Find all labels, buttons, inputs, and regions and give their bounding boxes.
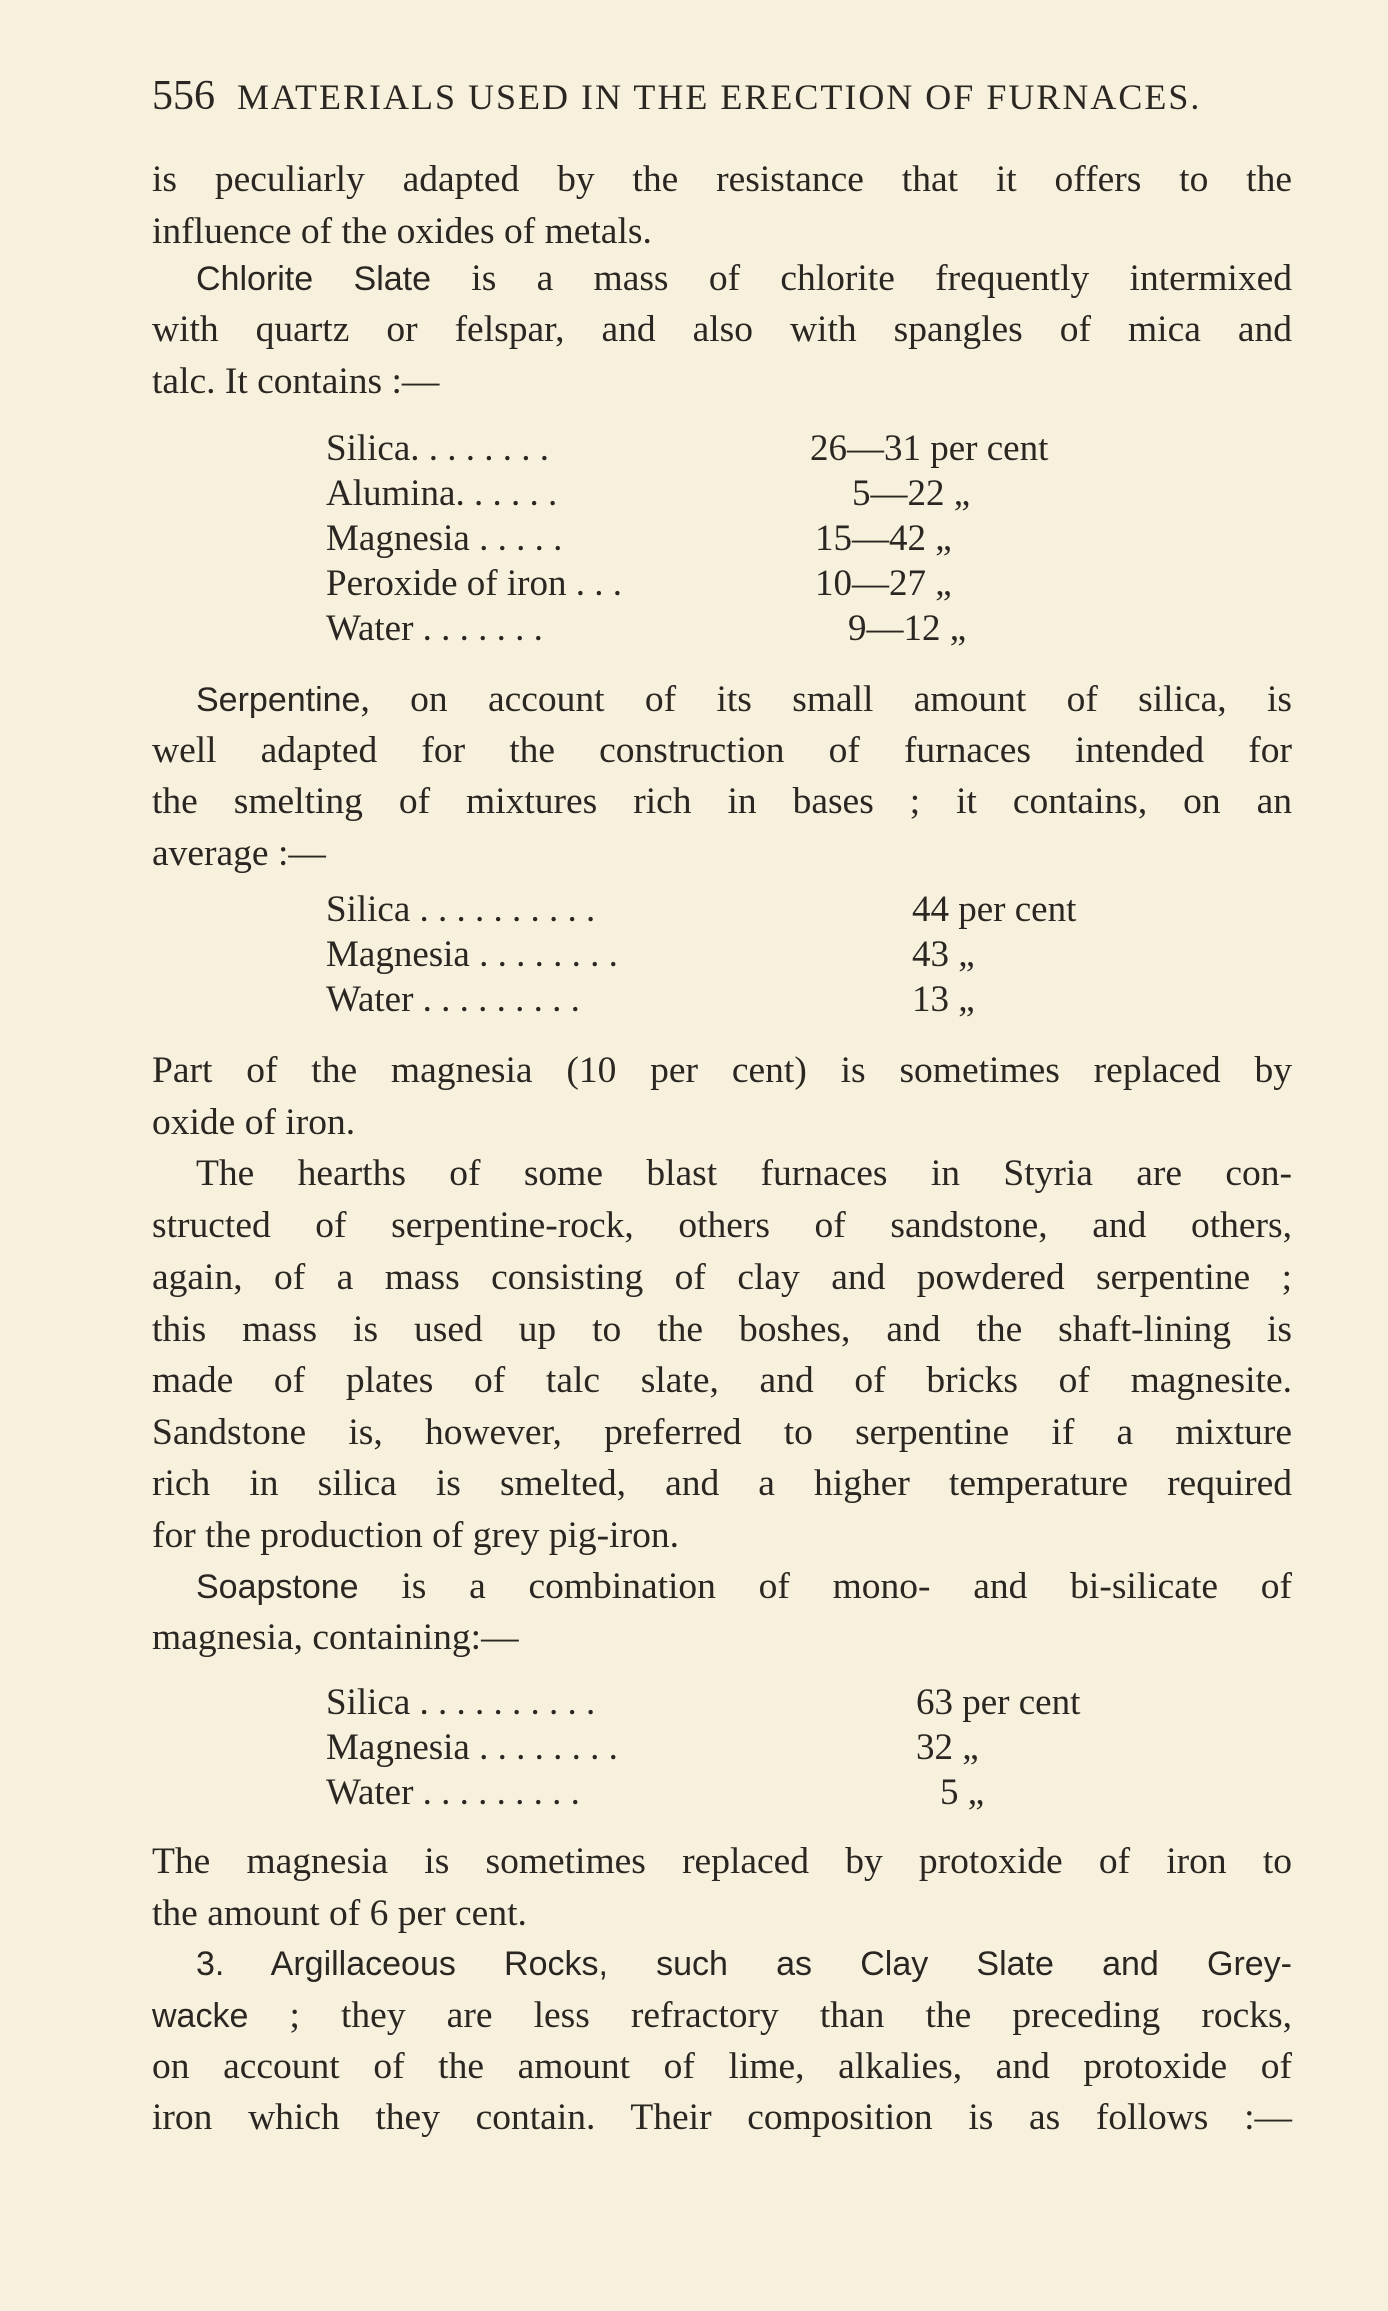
serpentine-heading: Serpentine: [196, 681, 361, 719]
text-line: average :—: [152, 833, 326, 874]
running-title: MATERIALS USED IN THE ERECTION OF FURNACES.: [237, 77, 1202, 117]
table-label: Magnesia . . . . . . . .: [326, 1727, 618, 1768]
table-value: 9—12 „: [848, 608, 967, 649]
chlorite-slate-heading: Chlorite Slate: [196, 260, 432, 298]
table-label: Water . . . . . . . . .: [326, 1772, 580, 1813]
text-line: talc. It contains :—: [152, 361, 440, 402]
soapstone-heading: Soapstone: [196, 1568, 359, 1606]
table-label: Water . . . . . . . . .: [326, 979, 580, 1020]
serpentine-paragraph-start: Serpentine, on account of its small amount of silica, is: [196, 679, 1292, 720]
text-line: the amount of 6 per cent.: [152, 1893, 527, 1934]
section-number: 3.: [196, 1945, 225, 1983]
table-value: 10—27 „: [815, 563, 952, 604]
argillaceous-heading-line: [196, 1940, 1292, 1988]
text-line: the smelting of mixtures rich in bases ; it contains, on an: [152, 781, 1292, 822]
chlorite-paragraph-start: Chlorite Slate is a mass of chlorite frequently intermixed: [196, 258, 1292, 299]
text-line: Part of the magnesia (10 per cent) is sometimes replaced by: [152, 1050, 1292, 1091]
text-line: made of plates of talc slate, and of bricks of magnesite.: [152, 1360, 1292, 1401]
table-value: 26—31 per cent: [810, 428, 1049, 469]
running-header: [152, 72, 1292, 120]
table-label: Magnesia . . . . . . . .: [326, 934, 618, 975]
table-label: Alumina. . . . . .: [326, 473, 558, 514]
text-line: rich in silica is smelted, and a higher temperature required: [152, 1463, 1292, 1504]
text-line: well adapted for the construction of furnaces intended for: [152, 730, 1292, 771]
table-value: 15—42 „: [815, 518, 952, 559]
argillaceous-rocks-heading: Argillaceous Rocks, such as Clay Slate and Grey-: [224, 1945, 1292, 1983]
text-line: again, of a mass consisting of clay and powdered serpentine ;: [152, 1257, 1292, 1298]
text-line: this mass is used up to the boshes, and the shaft-lining is: [152, 1309, 1292, 1350]
table-label: Silica . . . . . . . . . .: [326, 889, 596, 930]
table-label: Silica . . . . . . . . . .: [326, 1682, 596, 1723]
text-line: with quartz or felspar, and also with spangles of mica and: [152, 309, 1292, 350]
page-number: 556: [152, 73, 215, 119]
table-label: Water . . . . . . .: [326, 608, 543, 649]
text-line: magnesia, containing:—: [152, 1617, 519, 1658]
table-value: 32 „: [916, 1727, 979, 1768]
table-label: Silica. . . . . . . .: [326, 428, 550, 469]
text-line: oxide of iron.: [152, 1102, 356, 1143]
text-line: structed of serpentine-rock, others of sandstone, and others,: [152, 1205, 1292, 1246]
table-label: Magnesia . . . . .: [326, 518, 563, 559]
table-value: 5—22 „: [852, 473, 971, 514]
text-line: Sandstone is, however, preferred to serpentine if a mixture: [152, 1412, 1292, 1453]
table-value: 5 „: [940, 1772, 985, 1813]
table-value: 63 per cent: [916, 1682, 1081, 1723]
greywacke-heading: wacke: [152, 1997, 249, 2035]
table-value: 43 „: [912, 934, 975, 975]
text-line: is peculiarly adapted by the resistance that it offers to the: [152, 159, 1292, 200]
table-label: Peroxide of iron . . .: [326, 563, 622, 604]
table-value: 44 per cent: [912, 889, 1077, 930]
text-line: The magnesia is sometimes replaced by protoxide of iron to: [152, 1841, 1292, 1882]
text-line: on account of the amount of lime, alkalies, and protoxide of: [152, 2046, 1292, 2087]
text-line: for the production of grey pig-iron.: [152, 1515, 679, 1556]
table-value: 13 „: [912, 979, 975, 1020]
text-line: influence of the oxides of metals.: [152, 211, 652, 252]
argillaceous-paragraph-line: wacke ; they are less refractory than the preceding rocks,: [152, 1995, 1292, 2036]
text-line: The hearths of some blast furnaces in Styria are con-: [196, 1153, 1292, 1194]
text-line: iron which they contain. Their composition is as follows :—: [152, 2097, 1292, 2138]
soapstone-paragraph-start: Soapstone is a combination of mono- and bi-silicate of: [196, 1566, 1292, 1607]
